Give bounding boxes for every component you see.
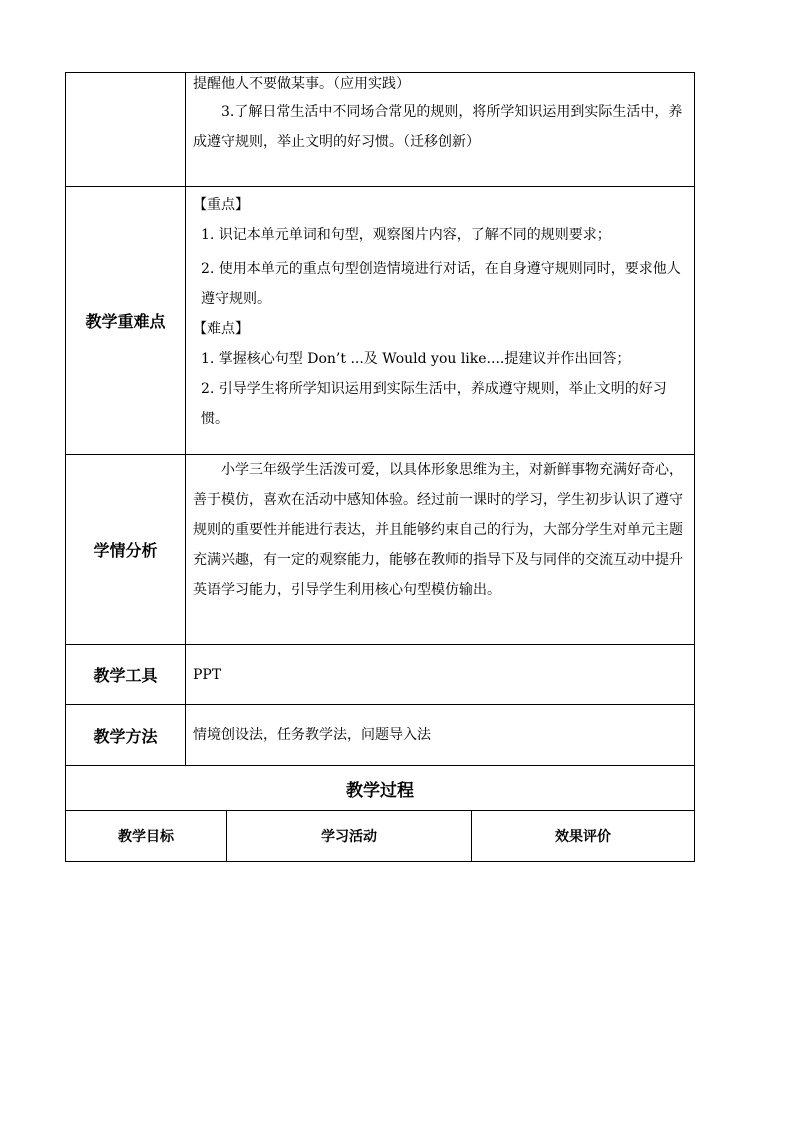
tools-row	[66, 645, 695, 705]
analysis-label: 学情分析	[66, 455, 186, 645]
key-point-item: 2. 使用本单元的重点句型创造情境进行对话，在自身遵守规则同时，要求他人遵守规则。	[201, 261, 681, 307]
objectives-label-cell	[66, 73, 186, 187]
column-header-objective: 教学目标	[66, 811, 227, 862]
process-header-row	[66, 811, 695, 862]
key-points-heading: 【重点】	[193, 197, 249, 213]
keypoints-label: 教学重难点	[66, 187, 186, 455]
tools-label: 教学工具	[66, 645, 186, 705]
process-title: 教学过程	[66, 766, 695, 811]
column-header-activity: 学习活动	[227, 811, 472, 862]
objective-line-continued: 提醒他人不要做某事。（应用实践）	[193, 76, 410, 92]
difficult-point-item: 2. 引导学生将所学知识运用到实际生活中，养成遵守规则，举止文明的好习惯。	[201, 381, 667, 427]
analysis-row	[66, 455, 695, 645]
analysis-content-cell	[186, 455, 695, 645]
methods-content: 情境创设法，任务教学法，问题导入法	[186, 705, 695, 766]
column-header-evaluation: 效果评价	[472, 811, 695, 862]
process-title-row	[66, 766, 695, 811]
process-columns-table	[65, 810, 695, 862]
objective-item-3: 3.了解日常生活中不同场合常见的规则，将所学知识运用到实际生活中，养成遵守规则，举止文明的好习惯。（迁移创新）	[193, 104, 683, 150]
lesson-plan-table	[65, 72, 695, 811]
tools-content: PPT	[186, 645, 695, 705]
key-point-item: 1. 识记本单元单词和句型，观察图片内容，了解不同的规则要求；	[201, 227, 611, 243]
analysis-text: 小学三年级学生活泼可爱，以具体形象思维为主，对新鲜事物充满好奇心，善于模仿，喜欢在活动中感知体验。经过前一课时的学习，学生初步认识了遵守规则的重要性并能进行表达，并且能够约束自己的行为，大部分学生对单元主题充满兴趣，有一定的观察能力，能够在教师的指导下及与同伴的交流互动中提升英语学习能力，引导学生利用核心句型模仿输出。	[193, 462, 683, 598]
objectives-content-cell	[186, 73, 695, 187]
methods-label: 教学方法	[66, 705, 186, 766]
methods-row	[66, 705, 695, 766]
objectives-row	[66, 73, 695, 187]
keypoints-row	[66, 187, 695, 455]
keypoints-content-cell	[186, 187, 695, 455]
difficult-point-item: 1. 掌握核心句型 Don’t ...及 Would you like....提建议并作出回答；	[201, 351, 631, 367]
difficult-points-heading: 【难点】	[193, 321, 249, 337]
